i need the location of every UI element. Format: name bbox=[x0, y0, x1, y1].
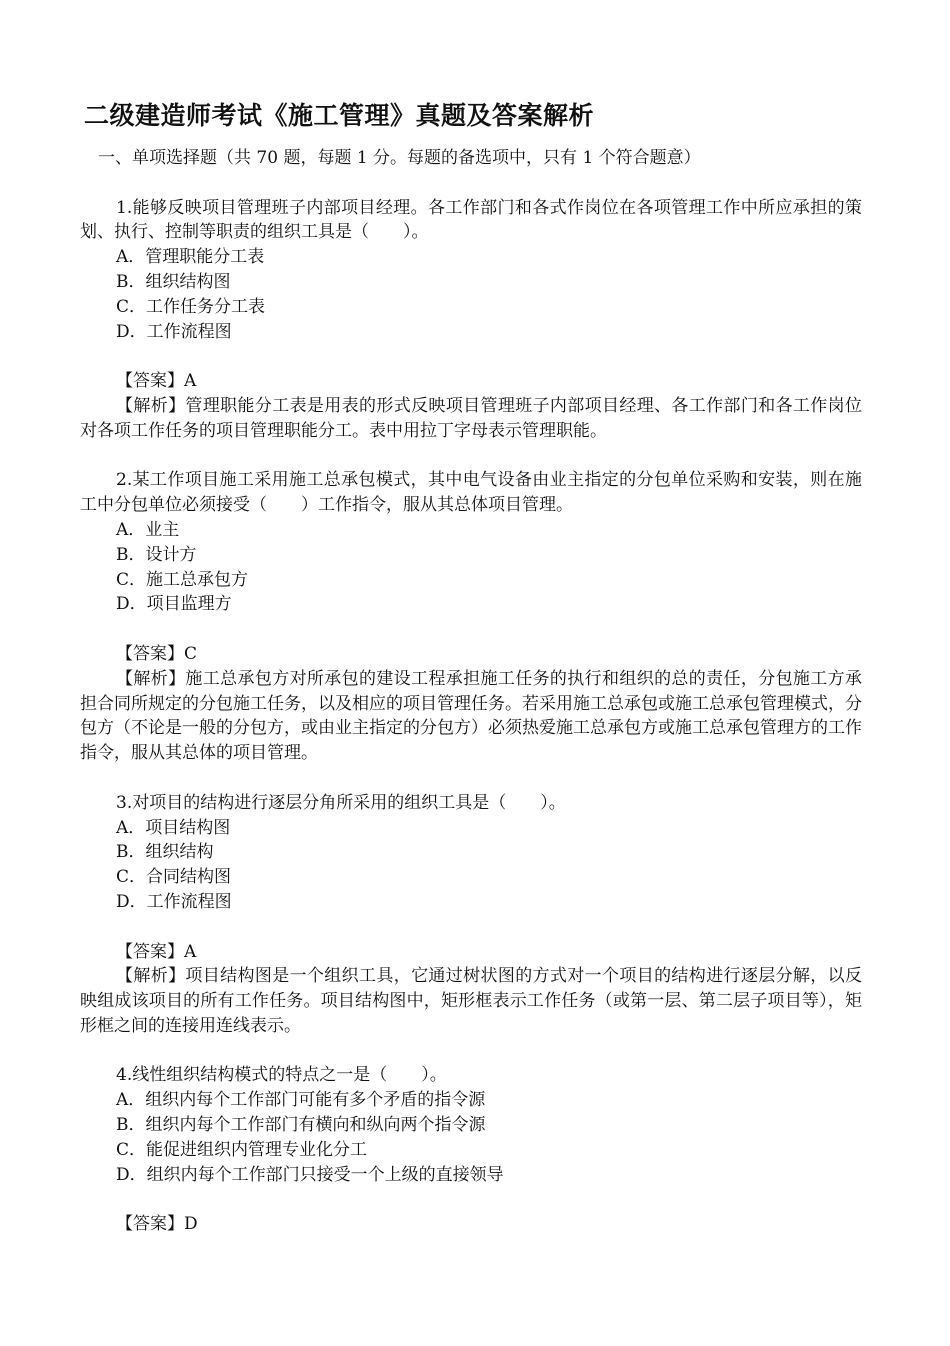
option-c: C．工作任务分工表 bbox=[116, 296, 266, 317]
analysis-paragraph: 【解析】项目结构图是一个组织工具，它通过树状图的方式对一个项目的结构进行逐层分解，以反映组成该项目的所有工作任务。项目结构图中，矩形框表示工作任务（或第一层、第二层子项目等），矩形框之间的连接用连线表示。 bbox=[80, 966, 862, 1036]
analysis-paragraph: 【解析】管理职能分工表是用表的形式反映项目管理班子内部项目经理、各工作部门和各工作岗位对各项工作任务的项目管理职能分工。表中用拉丁字母表示管理职能。 bbox=[80, 395, 862, 441]
question-block bbox=[80, 791, 862, 1039]
analysis-paragraph: 【解析】施工总承包方对所承包的建设工程承担施工任务的执行和组织的总的责任，分包施工方承担合同所规定的分包施工任务，以及相应的项目管理任务。若采用施工总承包或施工总承包管理模式，分包方（不论是一般的分包方，或由业主指定的分包方）必须热爱施工总承包方或施工总承包管理方的工作指令，服从其总体的项目管理。 bbox=[80, 668, 862, 764]
option-d: D．工作流程图 bbox=[116, 891, 232, 912]
section-heading: 一、单项选择题（共 70 题，每题 1 分。每题的备选项中，只有 1 个符合题意） bbox=[98, 148, 701, 168]
question-stem: 3.对项目的结构进行逐层分角所采用的组织工具是（ ）。 bbox=[116, 792, 566, 813]
option-b: B．组织内每个工作部门有横向和纵向两个指令源 bbox=[116, 1115, 486, 1136]
answer-line: 【答案】A bbox=[116, 371, 197, 392]
blank-line bbox=[80, 1187, 862, 1212]
document-body bbox=[80, 96, 862, 1237]
question-block bbox=[80, 1063, 862, 1237]
question-block bbox=[80, 468, 862, 766]
question-stem: 2.某工作项目施工采用施工总承包模式，其中电气设备由业主指定的分包单位采购和安装，则在施工中分包单位必须接受（ ）工作指令，服从其总体项目管理。 bbox=[80, 470, 862, 516]
blank-line bbox=[80, 171, 862, 196]
answer-line: 【答案】D bbox=[116, 1214, 198, 1235]
option-b: B．组织结构图 bbox=[116, 271, 231, 292]
option-d: D．组织内每个工作部门只接受一个上级的直接领导 bbox=[116, 1164, 504, 1185]
blank-line bbox=[80, 766, 862, 791]
option-a: A．业主 bbox=[116, 519, 180, 540]
blank-line bbox=[80, 1039, 862, 1064]
question-stem: 1.能够反映项目管理班子内部项目经理。各工作部门和各式作岗位在各项管理工作中所应承担的策划、执行、控制等职责的组织工具是（ ）。 bbox=[80, 197, 862, 243]
question-block bbox=[80, 196, 862, 444]
option-c: C．施工总承包方 bbox=[116, 569, 249, 590]
option-a: A．组织内每个工作部门可能有多个矛盾的指令源 bbox=[116, 1090, 486, 1111]
option-d: D．项目监理方 bbox=[116, 594, 232, 615]
answer-line: 【答案】A bbox=[116, 941, 197, 962]
document-title: 二级建造师考试《施工管理》真题及答案解析 bbox=[84, 101, 595, 130]
option-a: A．管理职能分工表 bbox=[116, 247, 265, 268]
blank-line bbox=[80, 915, 862, 940]
answer-line: 【答案】C bbox=[116, 643, 198, 664]
option-c: C．能促进组织内管理专业化分工 bbox=[116, 1139, 368, 1160]
option-c: C．合同结构图 bbox=[116, 867, 232, 888]
blank-line bbox=[80, 617, 862, 642]
question-stem: 4.线性组织结构模式的特点之一是（ ）。 bbox=[116, 1065, 447, 1086]
blank-line bbox=[80, 344, 862, 369]
option-b: B．组织结构 bbox=[116, 842, 214, 863]
blank-line bbox=[80, 444, 862, 469]
option-a: A．项目结构图 bbox=[116, 817, 231, 838]
option-d: D．工作流程图 bbox=[116, 321, 232, 342]
option-b: B．设计方 bbox=[116, 544, 197, 565]
